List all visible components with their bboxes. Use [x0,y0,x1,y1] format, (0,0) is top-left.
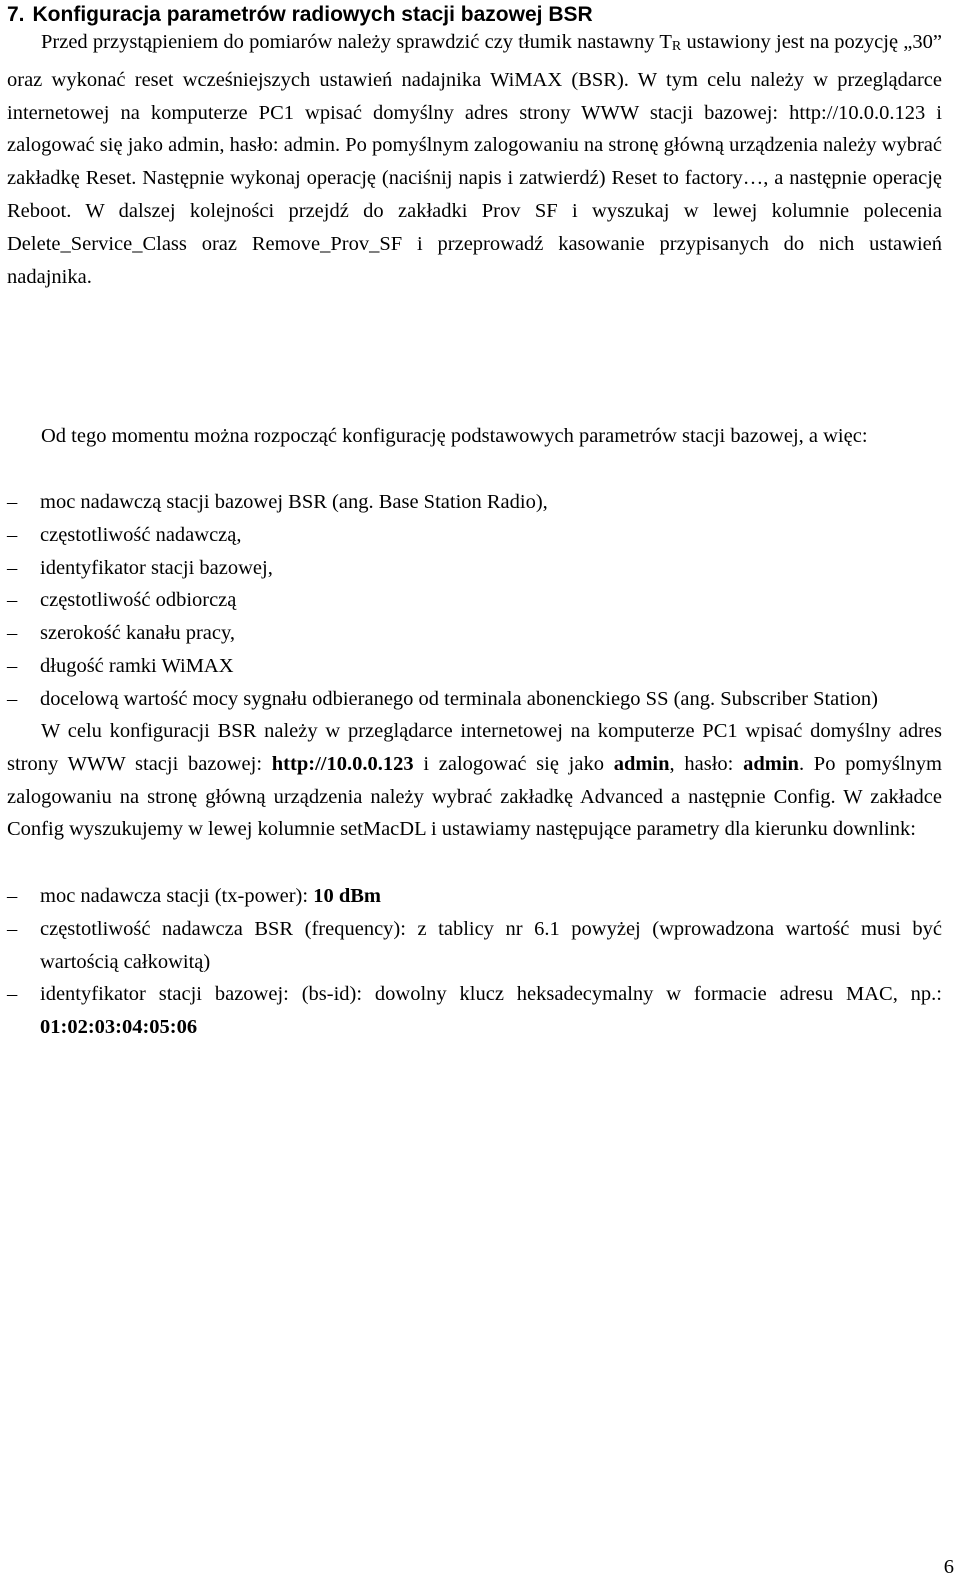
mac-address-value: 01:02:03:04:05:06 [40,1016,198,1039]
dash-bullet-icon [7,978,29,1011]
dash-bullet-icon [7,584,29,617]
list-item [7,880,942,913]
list-item-text: szerokość kanału pracy, [40,622,236,645]
attenuator-subscript: R [671,39,682,54]
config-text-part1: W celu konfiguracji BSR należy w przeglądarce internetowej na komputerze PC1 wpisać domyślny adres strony WWW stacji bazowej: [7,720,942,775]
list-item-text: długość ramki WiMAX [40,654,234,677]
dash-bullet-icon [7,617,29,650]
list-item-text: moc nadawcza stacji (tx-power): [40,885,314,907]
list-item [7,683,942,716]
list-item-text: identyfikator stacji bazowej: (bs-id): dowolny klucz heksadecymalny w formacie adresu MAC, np.: [40,983,942,1006]
section-number: 7. [7,3,25,26]
config-url: http://10.0.0.123 [271,752,414,775]
parameters-list [7,486,942,716]
list-item [7,519,942,552]
dash-bullet-icon [7,913,29,946]
list-item [7,552,942,585]
downlink-settings-list [7,880,942,1044]
dash-bullet-icon [7,552,29,585]
page-number: 6 [943,1556,954,1578]
tx-power-value: 10 dBm [313,885,381,907]
config-paragraph [7,715,942,846]
list-item [7,650,942,683]
list-item-text: identyfikator stacji bazowej, [40,556,273,579]
dash-bullet-icon [7,486,29,519]
dash-bullet-icon [7,683,29,716]
config-text-part3: , hasło: [669,752,744,775]
config-password: admin [743,752,799,775]
list-item [7,486,942,519]
section-heading [7,3,593,27]
config-text-part4: . Po pomyślnym zalogowaniu na stronę główną urządzenia należy wybrać zakładkę Advanced a następnie Config. W zakładce Config wyszukujemy w lewej kolumnie setMacDL i ustawiamy następujące parametry dla kierunku downlink: [7,752,943,841]
config-text-part2: i zalogować się jako [413,752,614,775]
config-username: admin [613,752,670,775]
dash-bullet-icon [7,880,29,913]
list-item-text: częstotliwość odbiorczą [40,589,237,612]
list-item-text: częstotliwość nadawcza BSR (frequency): z tablicy nr 6.1 powyżej (wprowadzona wartość musi być wartością całkowitą) [40,917,942,973]
list-item [7,584,942,617]
section-title: Konfiguracja parametrów radiowych stacji bazowej BSR [32,3,593,26]
dash-bullet-icon [7,650,29,683]
list-item-text: moc nadawczą stacji bazowej BSR (ang. Base Station Radio), [40,491,548,513]
intro-text-part1: Przed przystąpieniem do pomiarów należy sprawdzić czy tłumik nastawny T [41,31,672,53]
parameters-intro-paragraph: Od tego momentu można rozpocząć konfigurację podstawowych parametrów stacji bazowej, a więc: [41,425,868,447]
intro-paragraph [7,26,942,293]
list-item [7,913,942,979]
list-item [7,617,942,650]
dash-bullet-icon [7,519,29,552]
list-item-text: częstotliwość nadawczą, [40,523,242,546]
intro-text-part2: ustawiony jest na pozycję „30” oraz wykonać reset wcześniejszych ustawień nadajnika WiMAX (BSR). W tym celu należy w przeglądarce internetowej na komputerze PC1 wpisać domyślny adres strony WWW stacji bazowej: http://10.0.0.123 i zalogować się jako admin, hasło: admin. Po pomyślnym zalogowaniu na stronę główną urządzenia należy wybrać zakładkę Reset. Następnie wykonaj operację (naciśnij napis i zatwierdź) Reset to factory…, a następnie operację Reboot. W dalszej kolejności przejdź do zakładki Prov SF i wyszukaj w lewej kolumnie polecenia Delete_Service_Class oraz Remove_Prov_SF i przeprowadź kasowanie przypisanych do nich ustawień nadajnika. [7,31,942,288]
list-item-text: docelową wartość mocy sygnału odbieranego od terminala abonenckiego SS (ang. Subscriber Station) [40,687,878,710]
list-item [7,978,942,1044]
